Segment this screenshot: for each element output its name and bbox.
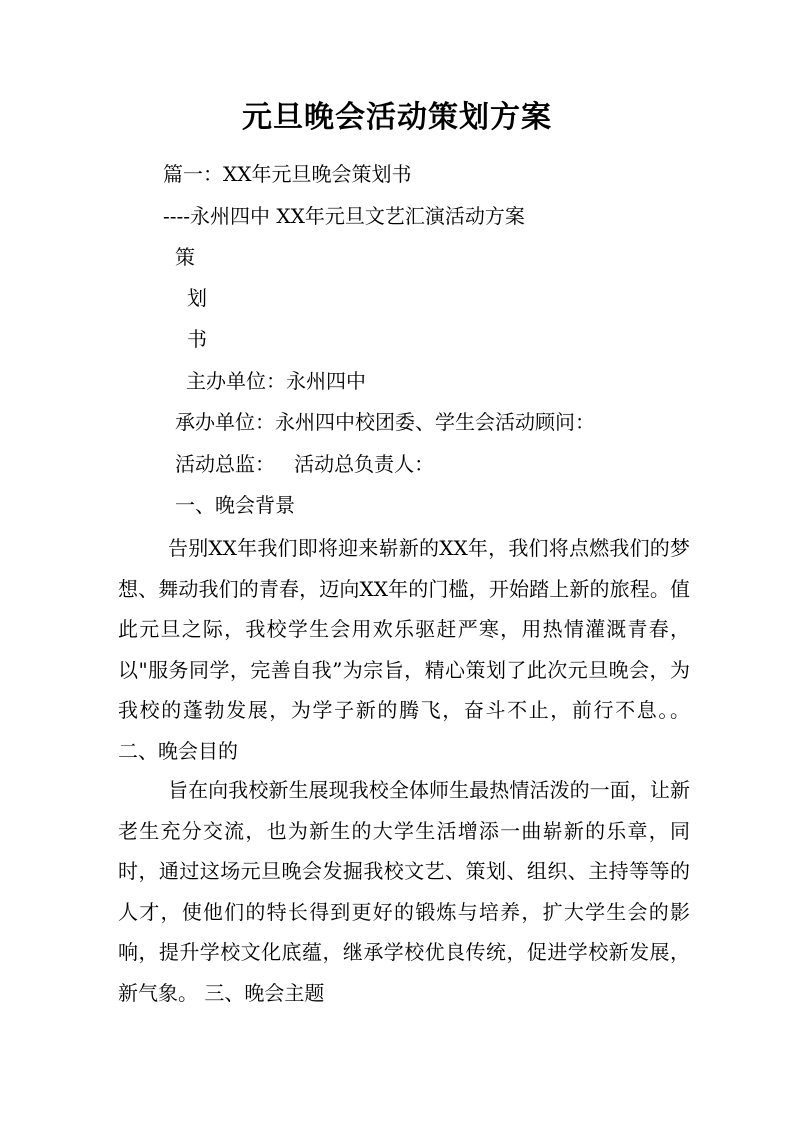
supervisors-line: 活动总监： 活动总负责人：	[175, 452, 435, 476]
vertical-char-3: 书	[187, 327, 207, 351]
background-heading: 一、晚会背景	[175, 493, 295, 517]
subtitle: ----永州四中 XX年元旦文艺汇演活动方案	[163, 204, 525, 228]
vertical-char-2: 划	[187, 286, 207, 310]
co-organizer-line: 承办单位：永州四中校团委、学生会活动顾问：	[175, 410, 595, 434]
organizer-line: 主办单位：永州四中	[186, 369, 366, 393]
paragraph-purpose: 旨在向我校新生展现我校全体师生最热情活泼的一面，让新老生充分交流，也为新生的大学生活增添一曲崭新的乐章，同时，通过这场元旦晚会发掘我校文艺、策划、组织、主持等等的人才，使他们的特长得到更好的锻炼与培养，扩大学生会的影响，提升学校文化底蕴，继承学校优良传统，促进学校新发展，新气象。 三、晚会主题	[118, 778, 690, 1005]
vertical-char-1: 策	[175, 245, 195, 269]
document-title: 元旦晚会活动策划方案	[242, 100, 552, 135]
section-heading: 篇一：XX年元旦晚会策划书	[163, 162, 412, 186]
paragraph-background: 告别XX年我们即将迎来崭新的XX年，我们将点燃我们的梦想、舞动我们的青春，迈向XX年的门槛，开始踏上新的旅程。值此元旦之际，我校学生会用欢乐驱赶严寒，用热情灌溉青春，以"服务同学，完善自我”为宗旨，精心策划了此次元旦晚会，为我校的蓬勃发展，为学子新的腾飞，奋斗不止，前行不息。。 二、晚会目的	[118, 536, 690, 763]
